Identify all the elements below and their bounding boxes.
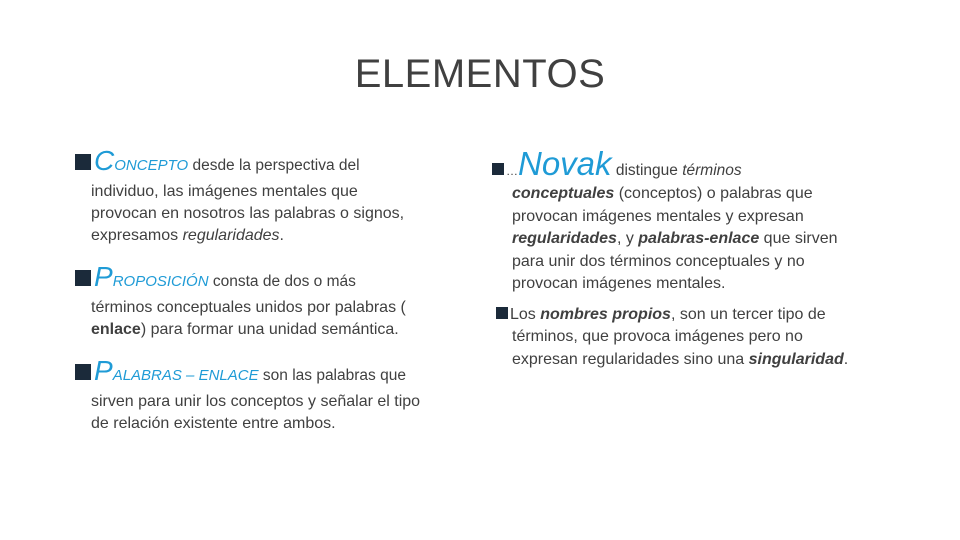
proposicion-term: ROPOSICIÓN bbox=[112, 273, 209, 290]
palabras-item bbox=[75, 355, 475, 435]
propios-head-a: Los bbox=[510, 305, 541, 323]
propios-head-b: , son un tercer tipo de bbox=[670, 305, 826, 323]
concepto-head-text: desde la perspectiva del bbox=[188, 157, 360, 174]
proposicion-initial: P bbox=[94, 261, 113, 292]
novak-line2: provocan imágenes mentales y expresan bbox=[512, 207, 804, 225]
palabras-term: ALABRAS – ENLACE bbox=[112, 367, 259, 384]
novak-line4: para unir dos términos conceptuales y no bbox=[512, 252, 805, 270]
novak-line3b: que sirven bbox=[759, 230, 838, 247]
concepto-line1: individuo, las imágenes mentales que bbox=[91, 183, 358, 200]
palabras-line1: sirven para unir los conceptos y señalar el tipo bbox=[91, 393, 421, 410]
palabras-line2: de relación existente entre ambos. bbox=[91, 415, 336, 432]
right-column bbox=[492, 145, 902, 371]
concepto-line2: provocan en nosotros las palabras o signos, bbox=[91, 205, 405, 222]
propios-line1: términos, que provoca imágenes pero no bbox=[512, 328, 803, 345]
left-column bbox=[75, 145, 475, 449]
square-bullet-icon bbox=[75, 154, 91, 170]
novak-ellipsis: … bbox=[506, 164, 518, 178]
novak-line1b: (conceptos) o palabras que bbox=[614, 185, 813, 202]
concepto-line3b: . bbox=[279, 227, 284, 244]
slide-title: ELEMENTOS bbox=[354, 52, 606, 96]
square-bullet-icon bbox=[492, 163, 504, 175]
novak-head-em: términos bbox=[682, 162, 742, 179]
proposicion-head-text: consta de dos o más bbox=[208, 273, 356, 290]
palabras-initial: P bbox=[94, 355, 113, 386]
novak-name: Novak bbox=[518, 145, 612, 182]
concepto-term: ONCEPTO bbox=[114, 157, 189, 174]
novak-item bbox=[492, 145, 902, 296]
novak-line5: provocan imágenes mentales. bbox=[512, 275, 726, 292]
proposicion-line2-em: enlace bbox=[91, 321, 141, 338]
square-bullet-icon bbox=[75, 270, 91, 286]
propios-item bbox=[492, 304, 902, 372]
propios-line2b: . bbox=[843, 350, 849, 368]
novak-head-text: distingue bbox=[611, 162, 683, 179]
palabras-head-text: son las palabras que bbox=[258, 367, 406, 384]
novak-line3-em2: palabras-enlace bbox=[638, 230, 760, 247]
concepto-line3-em: regularidades bbox=[182, 227, 280, 244]
proposicion-line2b: ) para formar una unidad semántica. bbox=[140, 321, 399, 338]
square-bullet-icon bbox=[496, 307, 508, 319]
novak-line3a: , y bbox=[616, 230, 639, 247]
propios-head-em: nombres propios bbox=[540, 305, 671, 323]
concepto-initial: C bbox=[94, 145, 115, 176]
novak-line3-em1: regularidades bbox=[512, 230, 617, 247]
square-bullet-icon bbox=[75, 364, 91, 380]
proposicion-item bbox=[75, 261, 475, 341]
propios-line2-em: singularidad bbox=[748, 350, 844, 368]
proposicion-line1: términos conceptuales unidos por palabras ( bbox=[91, 299, 406, 316]
concepto-item bbox=[75, 145, 475, 247]
novak-line1-em: conceptuales bbox=[512, 185, 615, 202]
concepto-line3a: expresamos bbox=[91, 227, 183, 244]
propios-line2a: expresan regularidades sino una bbox=[512, 350, 749, 368]
